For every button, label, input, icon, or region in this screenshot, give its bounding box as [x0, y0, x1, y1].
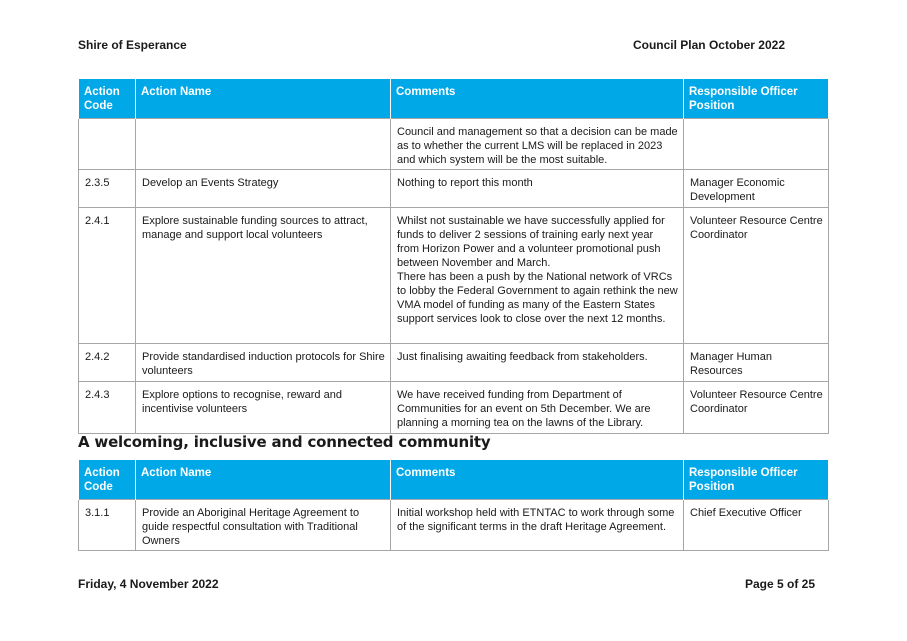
column-header-name: Action Name: [136, 79, 391, 119]
cell-comments: [391, 208, 684, 344]
cell-name: [136, 119, 391, 170]
cell-name: Explore options to recognise, reward and incentivise volunteers: [136, 382, 391, 434]
cell-code: 2.4.1: [79, 208, 136, 344]
cell-code: 2.4.3: [79, 382, 136, 434]
column-header-officer: Responsible Officer Position: [684, 460, 829, 500]
cell-officer: Manager Economic Development: [684, 170, 829, 208]
column-header-comments: Comments: [391, 79, 684, 119]
actions-table-1: [78, 78, 829, 434]
cell-name: Develop an Events Strategy: [136, 170, 391, 208]
cell-officer: Chief Executive Officer: [684, 500, 829, 551]
table-row: [79, 170, 829, 208]
table-row: [79, 208, 829, 344]
comment-paragraph: Whilst not sustainable we have successfully applied for funds to deliver 2 sessions of training early next year from Horizon Power and a volunteer promotional push between November and March.: [397, 215, 665, 269]
table-row: [79, 344, 829, 382]
cell-name: Provide an Aboriginal Heritage Agreement to guide respectful consultation with Traditional Owners: [136, 500, 391, 551]
footer-date: Friday, 4 November 2022: [78, 577, 219, 591]
cell-officer: Manager Human Resources: [684, 344, 829, 382]
header-document-title: Council Plan October 2022: [632, 38, 785, 52]
cell-code: 2.3.5: [79, 170, 136, 208]
cell-comments: Nothing to report this month: [391, 170, 684, 208]
cell-officer: Volunteer Resource Centre Coordinator: [684, 382, 829, 434]
cell-officer: Volunteer Resource Centre Coordinator: [684, 208, 829, 344]
table-row: [79, 382, 829, 434]
cell-name: Provide standardised induction protocols for Shire volunteers: [136, 344, 391, 382]
section-heading: A welcoming, inclusive and connected community: [78, 433, 491, 451]
cell-comments: Initial workshop held with ETNTAC to work through some of the significant terms in the draft Heritage Agreement.: [391, 500, 684, 551]
actions-table-2: [78, 459, 829, 551]
cell-code: [79, 119, 136, 170]
table-header-row: [79, 460, 829, 500]
column-header-code: Action Code: [79, 79, 136, 119]
table-row: [79, 119, 829, 170]
cell-name: Explore sustainable funding sources to attract, manage and support local volunteers: [136, 208, 391, 344]
comment-paragraph: There has been a push by the National network of VRCs to lobby the Federal Government to again rethink the new VMA model of funding as many of the Eastern States support services look to close over the next 12 months.: [397, 271, 678, 325]
table-row: [79, 500, 829, 551]
column-header-code: Action Code: [79, 460, 136, 500]
cell-code: 2.4.2: [79, 344, 136, 382]
cell-comments: Council and management so that a decision can be made as to whether the current LMS will be replaced in 2023 and which system will be the most suitable.: [391, 119, 684, 170]
cell-comments: We have received funding from Department of Communities for an event on 5th December. We are planning a morning tea on the lawns of the Library.: [391, 382, 684, 434]
column-header-comments: Comments: [391, 460, 684, 500]
table-header-row: [79, 79, 829, 119]
footer-page-number: Page 5 of 25: [744, 577, 815, 591]
column-header-name: Action Name: [136, 460, 391, 500]
cell-code: 3.1.1: [79, 500, 136, 551]
cell-comments: Just finalising awaiting feedback from stakeholders.: [391, 344, 684, 382]
header-organisation: Shire of Esperance: [78, 38, 187, 52]
cell-officer: [684, 119, 829, 170]
column-header-officer: Responsible Officer Position: [684, 79, 829, 119]
